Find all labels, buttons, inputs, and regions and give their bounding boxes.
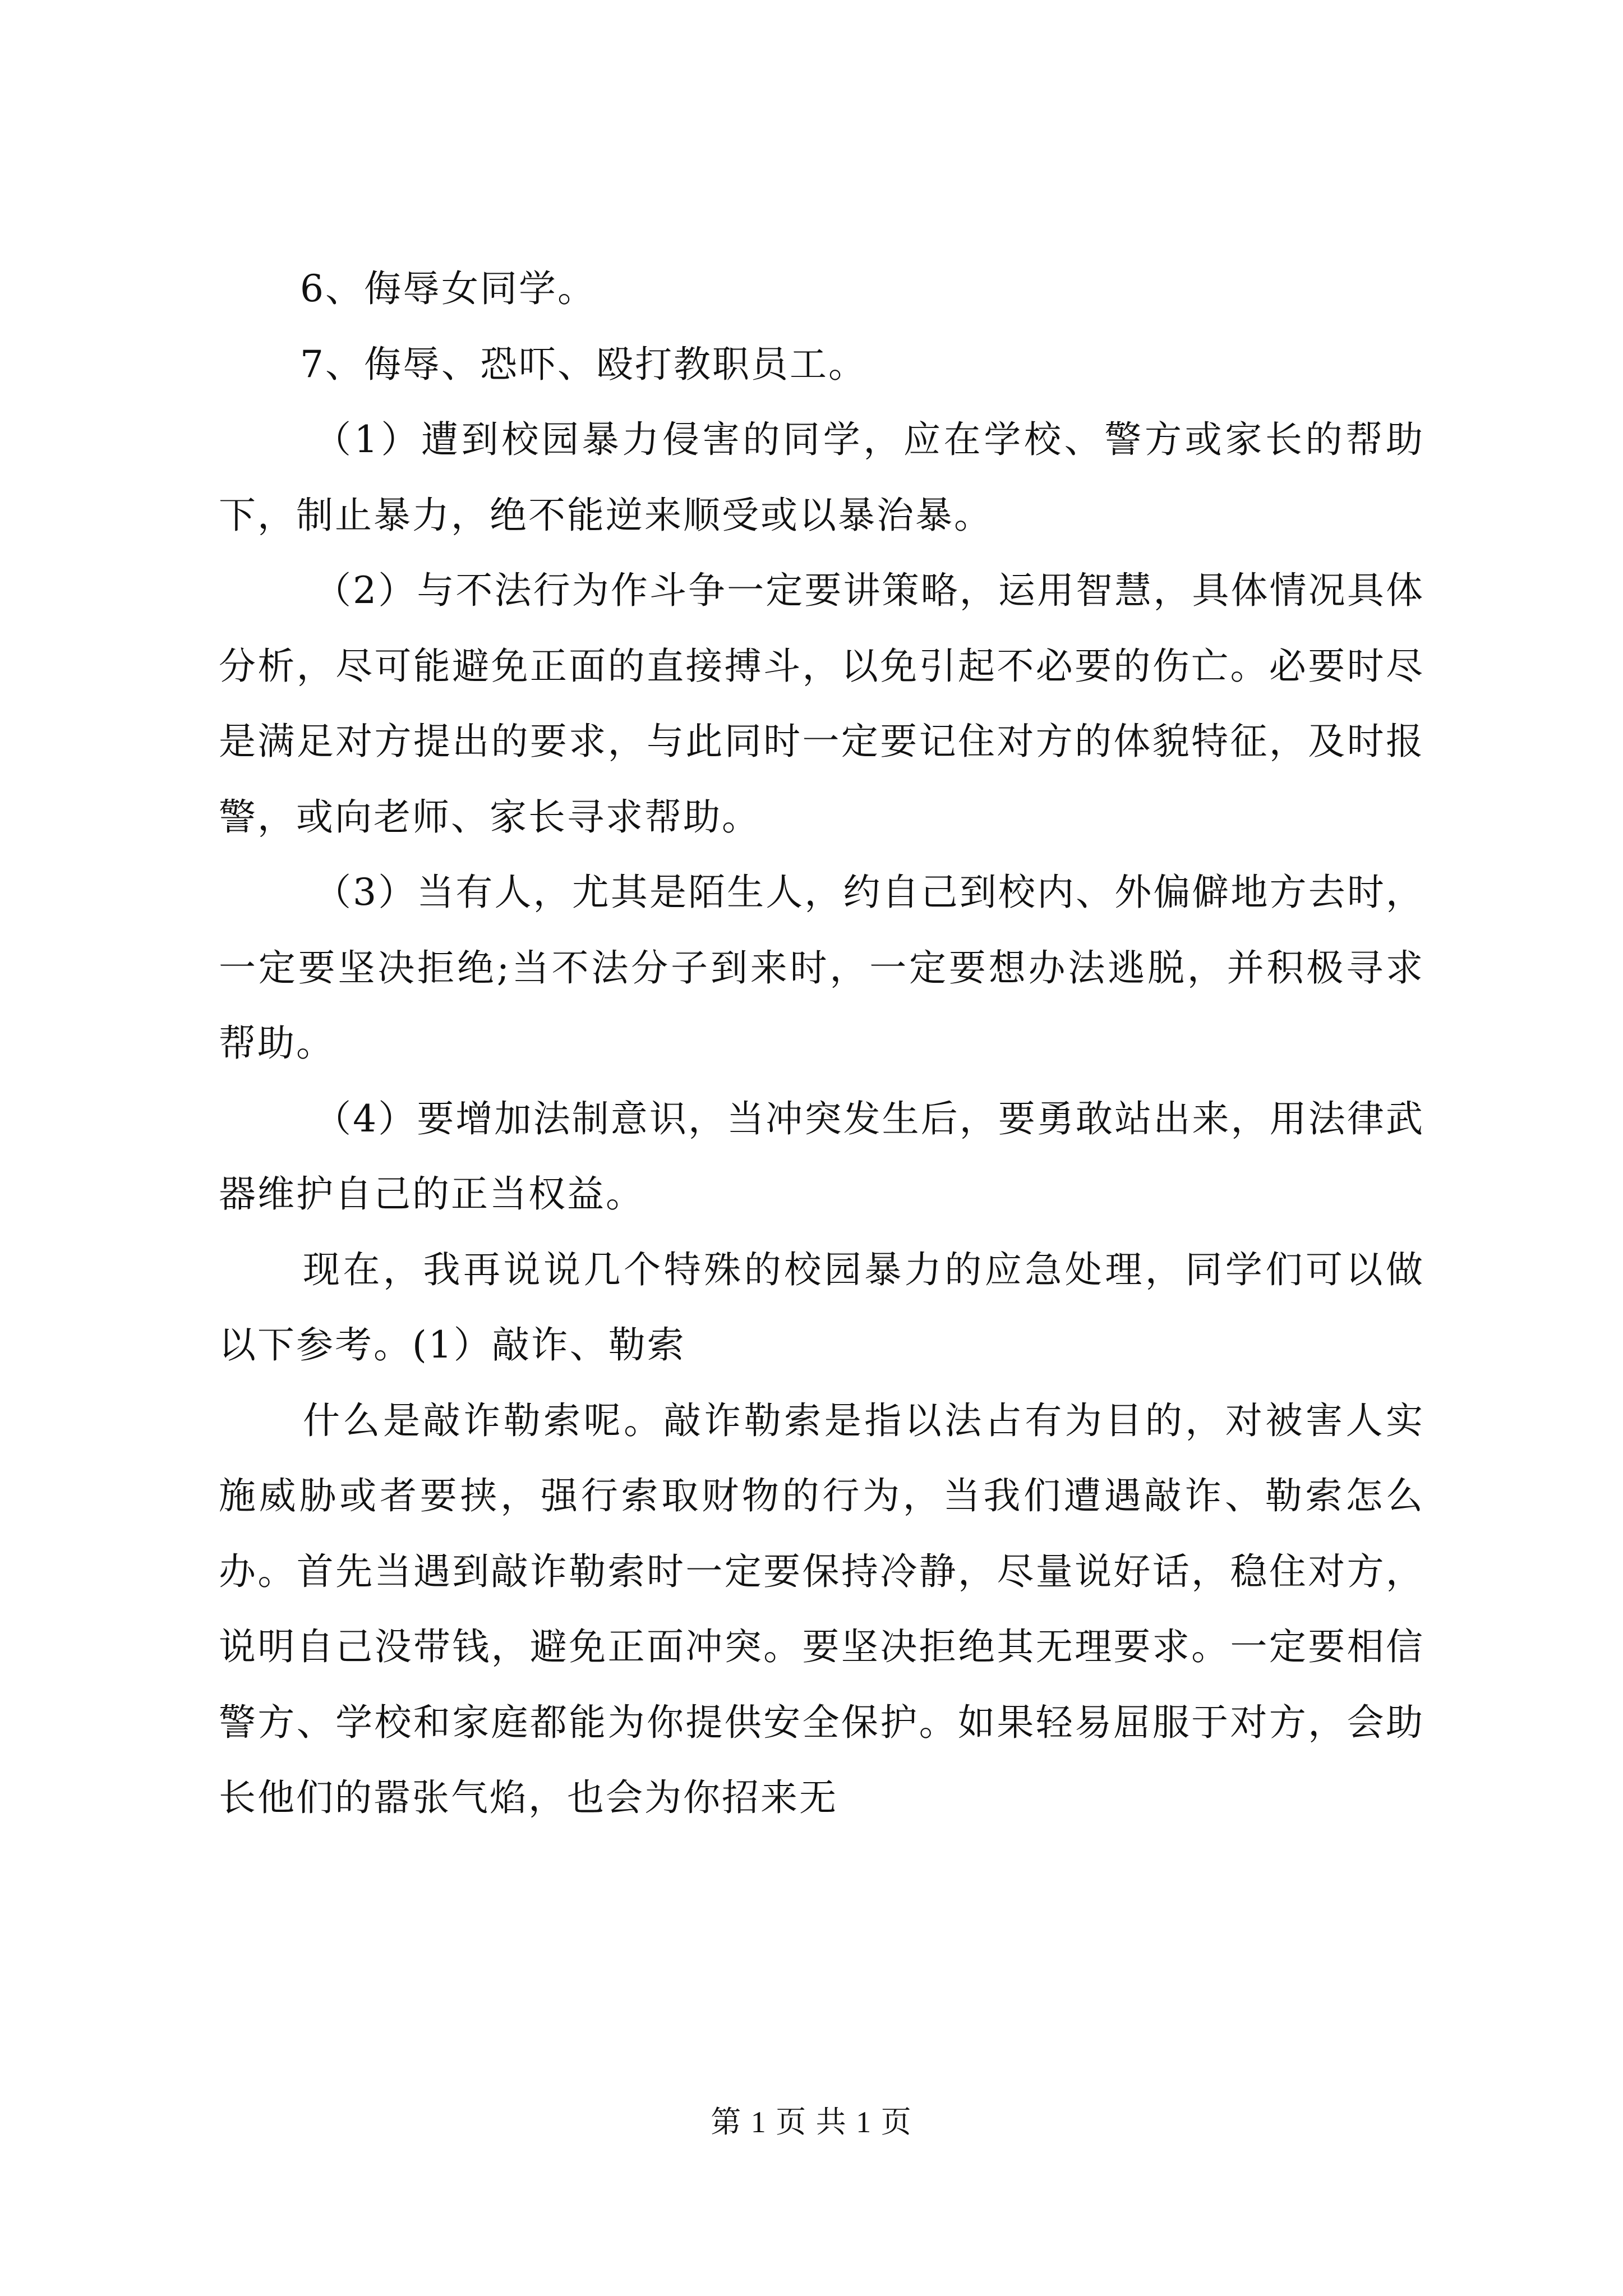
- document-body: [219, 251, 1424, 1836]
- page-footer: 第 1 页 共 1 页: [711, 2105, 912, 2139]
- paragraph-advice-4: （4）要增加法制意识，当冲突发生后，要勇敢站出来，用法律武器维护自己的正当权益。: [219, 1097, 1424, 1216]
- paragraph-intro-special: 现在，我再说说几个特殊的校园暴力的应急处理，同学们可以做以下参考。(1）敲诈、勒索: [219, 1248, 1424, 1366]
- paragraph-advice-1: （1）遭到校园暴力侵害的同学，应在学校、警方或家长的帮助下，制止暴力，绝不能逆来顺受或以暴治暴。: [219, 418, 1424, 537]
- paragraph-extortion-body: 什么是敲诈勒索呢。敲诈勒索是指以法占有为目的，对被害人实施威胁或者要挟，强行索取财物的行为，当我们遭遇敲诈、勒索怎么办。首先当遇到敲诈勒索时一定要保持冷静，尽量说好话，稳住对方，说明自己没带钱，避免正面冲突。要坚决拒绝其无理要求。一定要相信警方、学校和家庭都能为你提供安全保护。如果轻易屈服于对方，会助长他们的嚣张气焰，也会为你招来无: [219, 1398, 1424, 1819]
- paragraph-item-7: 7、侮辱、恐吓、殴打教职员工。: [300, 342, 867, 386]
- paragraph-item-6: 6、侮辱女同学。: [300, 267, 596, 310]
- paragraph-advice-3: （3）当有人，尤其是陌生人，约自己到校内、外偏僻地方去时，一定要坚决拒绝;当不法分子到来时，一定要想办法逃脱，并积极寻求帮助。: [219, 871, 1424, 1065]
- paragraph-advice-2: （2）与不法行为作斗争一定要讲策略，运用智慧，具体情况具体分析，尽可能避免正面的直接搏斗，以免引起不必要的伤亡。必要时尽是满足对方提出的要求，与此同时一定要记住对方的体貌特征，及时报警，或向老师、家长寻求帮助。: [219, 569, 1424, 839]
